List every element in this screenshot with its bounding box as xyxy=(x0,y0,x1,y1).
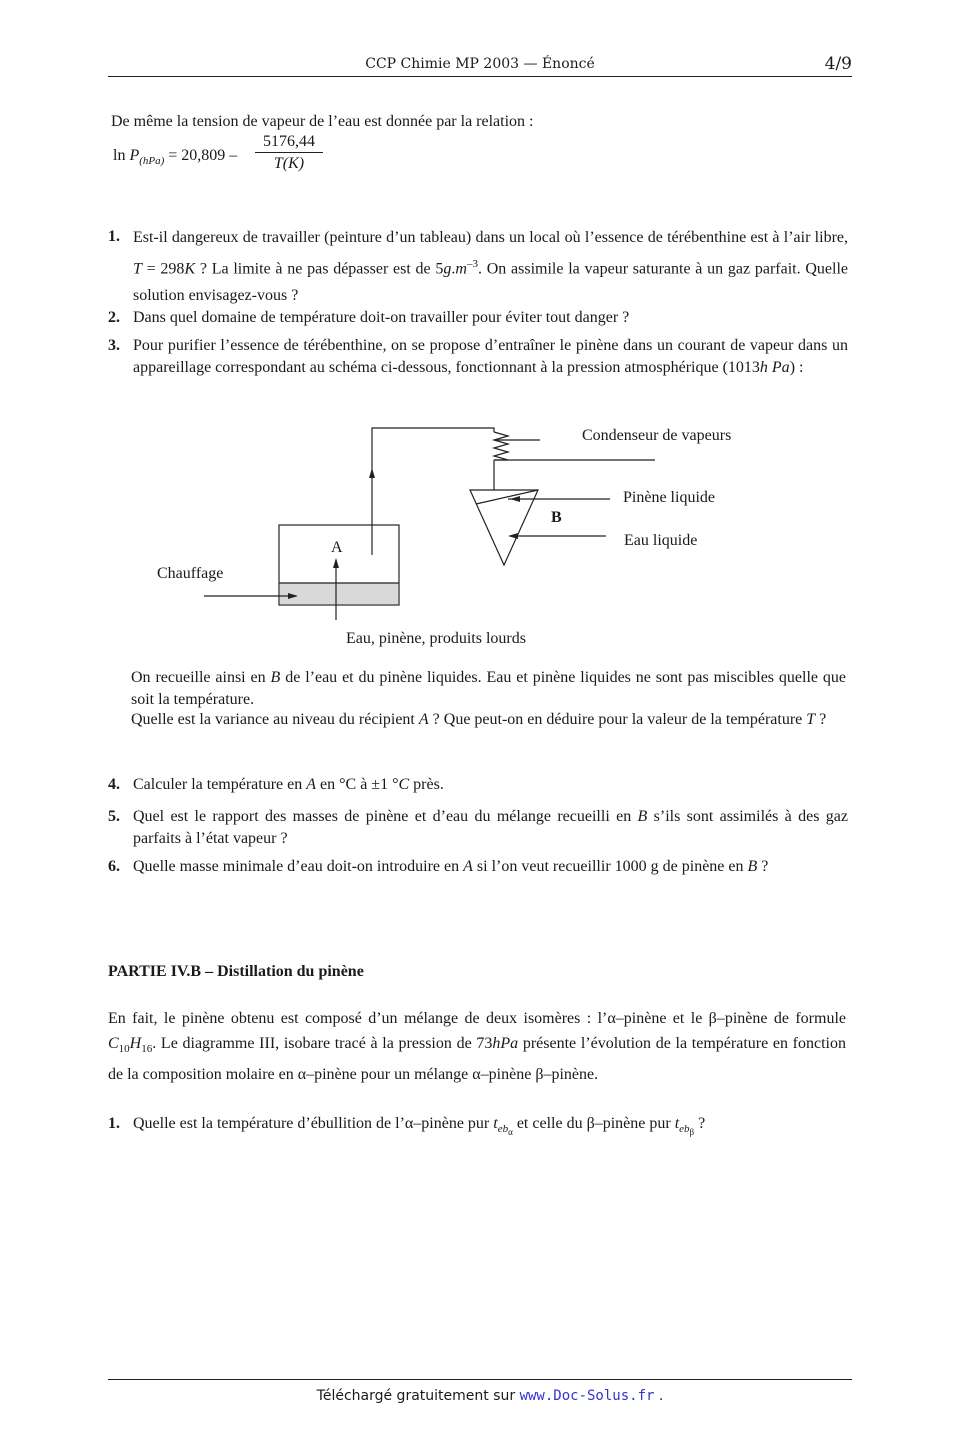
q5-var: B xyxy=(637,808,648,825)
footer-rule xyxy=(108,1379,852,1380)
question-number: 3. xyxy=(108,337,120,354)
q4-var: A xyxy=(306,776,317,793)
footer-link[interactable]: www.Doc-Solus.fr xyxy=(519,1388,655,1404)
question-1 xyxy=(108,226,848,309)
page-footer xyxy=(0,1388,980,1404)
q1-temp: = 298 xyxy=(141,260,185,278)
vapour-tube xyxy=(372,428,494,555)
sq1-c: ? xyxy=(694,1115,706,1132)
formula-10: 10 xyxy=(118,1043,130,1056)
liquid-layer xyxy=(280,583,398,604)
question-number: 5. xyxy=(108,808,120,825)
distillation-apparatus-diagram xyxy=(150,420,710,620)
p2-b: ? Que peut-on en déduire pour la valeur de la température xyxy=(428,711,807,728)
question-4 xyxy=(108,774,848,796)
eq-ln: ln xyxy=(113,147,130,164)
sq1-b: et celle du β–pinène pur xyxy=(512,1115,675,1132)
eq-denominator: T(K) xyxy=(273,155,305,172)
vapour-arrow-head xyxy=(369,468,375,478)
question-3 xyxy=(108,335,848,379)
section-paragraph xyxy=(108,1006,846,1087)
sec-para-a: En fait, le pinène obtenu est composé d’un mélange de deux isomères : l’α–pinène et le β–pinène de formule xyxy=(108,1010,846,1027)
p2-a: Quelle est la variance au niveau du récipient xyxy=(131,711,419,728)
q2-text: Dans quel domaine de température doit-on travailler pour éviter tout danger ? xyxy=(133,309,630,326)
a-arrow-head xyxy=(333,558,339,568)
sq1-sub1: eb xyxy=(497,1123,509,1136)
q6-var2: B xyxy=(747,858,758,875)
question-5 xyxy=(108,806,848,850)
sq1-t: t xyxy=(493,1115,498,1132)
q6-var: A xyxy=(463,858,473,875)
q1-unit-k: K xyxy=(184,260,196,278)
sq1-subsub2: β xyxy=(689,1127,695,1138)
q5-b: s’ils sont assimilés à des gaz parfaits à l’état vapeur ? xyxy=(133,808,848,847)
q1-exponent: –3 xyxy=(466,258,478,270)
sq1-a: Quelle est la température d’ébullition de l’α–pinène pur xyxy=(133,1115,494,1132)
pinene-arrow-head xyxy=(510,496,520,502)
sec-para-unit: hPa xyxy=(492,1035,519,1052)
condenser-coil xyxy=(494,432,508,460)
label-b: B xyxy=(551,509,562,526)
q4-c: près. xyxy=(409,776,444,793)
formula-16: 16 xyxy=(141,1043,153,1056)
question-2 xyxy=(108,307,848,329)
header-title: CCP Chimie MP 2003 — Énoncé xyxy=(365,56,595,72)
variance-paragraph xyxy=(131,709,846,731)
q5-a: Quel est le rapport des masses de pinène et d’eau du mélange recueilli en xyxy=(133,808,638,825)
question-6 xyxy=(108,856,848,878)
p2-t-var: T xyxy=(806,711,816,728)
eq-sub: (hPa) xyxy=(139,155,165,168)
label-bottom: Eau, pinène, produits lourds xyxy=(346,630,526,647)
q6-b: si l’on veut recueillir 1000 g de pinène en xyxy=(472,858,748,875)
receiver-b xyxy=(470,490,538,565)
interface-line xyxy=(476,490,538,504)
label-condenser: Condenseur de vapeurs xyxy=(582,427,732,444)
sec-para-c: présente l’évolution de la température en fonction de la composition molaire en α–pinène pour un mélange α–pinène β–pinène. xyxy=(108,1035,847,1084)
p1-b-var: B xyxy=(270,669,281,686)
sq1-sub2: eb xyxy=(679,1123,690,1136)
question-number: 1. xyxy=(108,1115,120,1132)
section-title: PARTIE IV.B – Distillation du pinène xyxy=(108,963,364,980)
sq1-subsub1: α xyxy=(508,1127,513,1138)
q6-a: Quelle masse minimale d’eau doit-on introduire en xyxy=(133,858,464,875)
q1-tail: . On assimile la vapeur saturante à un gaz parfait. Quelle solution envisagez-vous ? xyxy=(133,260,848,305)
eq-numerator: 5176,44 xyxy=(255,133,323,153)
collection-paragraph xyxy=(131,667,846,711)
q1-unit-g: g xyxy=(443,260,452,278)
q1-text: Est-il dangereux de travailler (peinture d’un tableau) dans un local où l’essence de térébenthine est à l’air libre, xyxy=(133,229,848,246)
q6-c: ? xyxy=(757,858,769,875)
q4-a: Calculer la température en xyxy=(133,776,307,793)
q3-tail: ) : xyxy=(789,359,804,376)
intro-text: De même la tension de vapeur de l’eau est donnée par la relation : xyxy=(111,113,534,130)
q1-dot: . xyxy=(451,260,456,278)
p2-a-var: A xyxy=(418,711,429,728)
p2-c: ? xyxy=(815,711,827,728)
eq-rhs: = 20,809 – xyxy=(164,147,238,164)
q3-unit: h Pa xyxy=(759,359,790,376)
q1-var-t: T xyxy=(133,260,142,278)
formula-c: C xyxy=(108,1035,119,1052)
q1-unit-m: m xyxy=(455,260,467,278)
sq1-t2: t xyxy=(674,1115,680,1132)
water-arrow-head xyxy=(508,533,518,539)
page-number: 4/9 xyxy=(824,54,852,74)
question-number: 1. xyxy=(108,228,120,245)
formula-h: H xyxy=(129,1035,142,1052)
sec-para-b: . Le diagramme III, isobare tracé à la pression de 73 xyxy=(152,1035,493,1052)
q4-b: en °C à ±1 ° xyxy=(316,776,399,793)
label-a: A xyxy=(331,539,343,556)
question-number: 2. xyxy=(108,309,120,326)
page-header xyxy=(108,54,852,78)
label-water: Eau liquide xyxy=(624,532,698,549)
eq-p: P xyxy=(129,147,140,164)
question-number: 6. xyxy=(108,858,120,875)
label-heating: Chauffage xyxy=(157,565,224,582)
q3-text: Pour purifier l’essence de térébenthine, on se propose d’entraîner le pinène dans un courant de vapeur dans un appareillage correspondant au schéma ci-dessous, fonctionnant à la pression atmosphérique (1013 xyxy=(133,337,848,376)
vapor-pressure-equation xyxy=(113,133,353,189)
q1-limit: ? La limite à ne pas dépasser est de 5 xyxy=(195,260,444,278)
header-rule xyxy=(108,76,852,77)
footer-end: . xyxy=(654,1388,664,1404)
section-question-1 xyxy=(108,1113,848,1143)
p1-a: On recueille ainsi en xyxy=(131,669,271,686)
p1-b: de l’eau et du pinène liquides. Eau et pinène liquides ne sont pas miscibles quelle que soit la température. xyxy=(131,669,847,708)
question-number: 4. xyxy=(108,776,120,793)
footer-text: Téléchargé gratuitement sur xyxy=(316,1388,520,1404)
label-pinene: Pinène liquide xyxy=(623,489,715,506)
q4-var2: C xyxy=(398,776,410,793)
